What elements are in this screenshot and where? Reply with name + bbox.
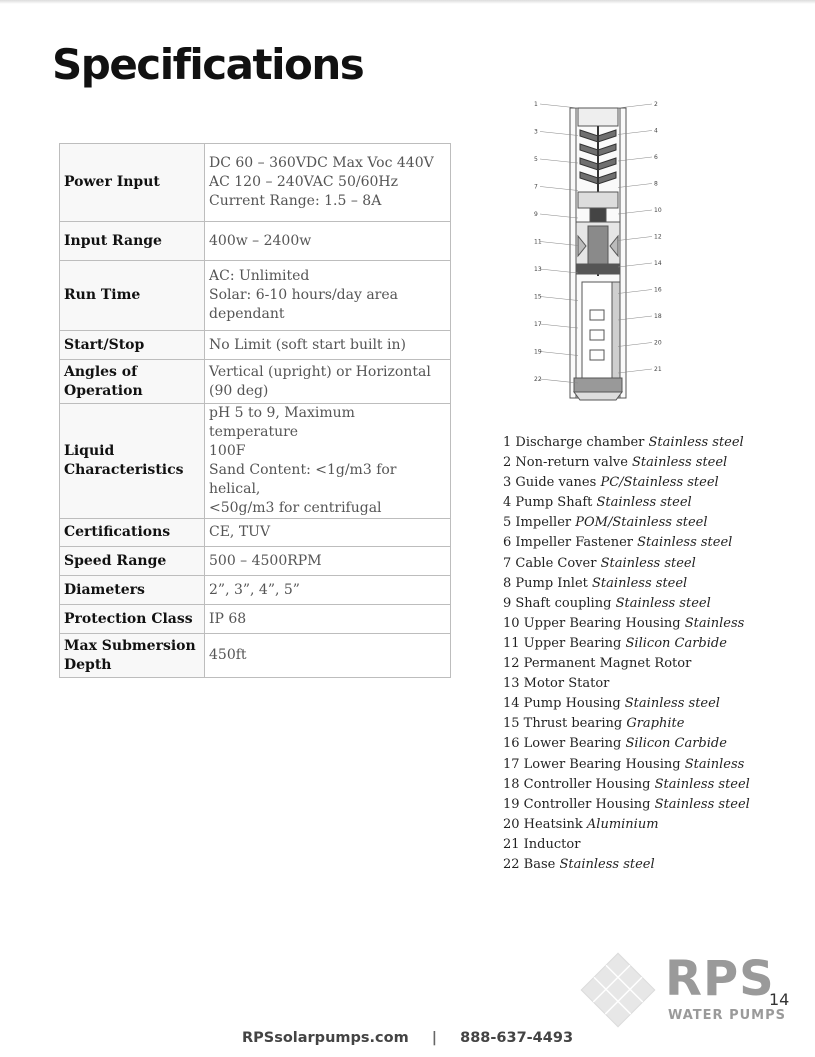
list-item [503,453,750,473]
part-name: 21 Inductor [503,836,581,852]
part-name: 3 Guide vanes [503,475,597,491]
footer-separator: | [431,1030,438,1046]
callout-number: 9 [534,211,538,218]
spec-row [60,222,451,261]
list-item [503,694,750,714]
spec-label: Speed Range [60,547,205,576]
spec-row [60,634,451,678]
spec-value [205,144,451,222]
part-material: POM/Stainless steel [575,515,708,531]
spec-table [59,143,451,678]
spec-label: Start/Stop [60,331,205,360]
pump-cross-section-diagram [530,96,670,411]
callout-number: 17 [534,321,542,328]
spec-row [60,605,451,634]
list-item [503,755,750,775]
spec-row [60,576,451,605]
rotor [588,226,608,270]
part-name: 14 Pump Housing [503,696,621,712]
parts-list [503,433,750,875]
spec-value-line: 500 – 4500RPM [209,552,322,569]
part-material: Stainless steel [654,776,750,792]
part-material: Stainless steel [615,595,711,611]
part-material: Graphite [626,716,685,732]
part-name: 1 Discharge chamber [503,435,645,450]
part-name: 5 Impeller [503,515,572,531]
part-material: Stainless steel [559,856,655,872]
spec-value-line: 100F [209,443,246,459]
spec-label: Certifications [60,519,205,547]
spec-label: Diameters [60,576,205,605]
spec-label: Power Input [60,144,205,222]
spec-label: Input Range [60,222,205,261]
list-item [503,654,750,674]
list-item [503,433,750,453]
spec-label: Liquid Characteristics [60,404,205,519]
part-name: 4 Pump Shaft [503,495,593,511]
part-material: Stainless steel [632,455,728,471]
part-name: 8 Pump Inlet [503,575,588,591]
callout-number: 1 [534,101,538,108]
list-item [503,835,750,855]
callout-number: 6 [654,154,658,161]
spec-row [60,261,451,331]
callout-number: 4 [654,127,658,135]
part-name: 9 Shaft coupling [503,595,612,611]
part-name: 12 Permanent Magnet Rotor [503,656,692,672]
list-item [503,594,750,614]
part-name: 22 Base [503,856,556,872]
part-material: Stainless steel [600,555,696,571]
spec-value [205,360,451,404]
callout-number: 13 [534,266,542,273]
spec-value [205,404,451,519]
spec-value-line: Sand Content: <1g/m3 for helical, [209,462,397,497]
spec-row [60,144,451,222]
callout-number: 10 [654,207,662,214]
list-item [503,674,750,694]
list-item [503,513,750,533]
part-material: Silicon Carbide [625,736,727,752]
footer-website[interactable]: RPSsolarpumps.com [241,1030,409,1046]
spec-value-line: DC 60 – 360VDC Max Voc 440V [209,155,434,171]
logo-text: RPS [665,951,775,1007]
part-material: Stainless [684,615,745,631]
part-material: Stainless steel [624,696,720,712]
part-name: 15 Thrust bearing [503,716,623,732]
spec-value-line: No Limit (soft start built in) [209,336,406,353]
part-name: 17 Lower Bearing Housing [503,756,681,772]
part-material: Stainless steel [637,535,733,551]
spec-label: Run Time [60,261,205,331]
spec-value [205,576,451,605]
callout-leader-line [540,104,578,108]
spec-row [60,331,451,360]
spec-label: Max Submersion Depth [60,634,205,678]
spec-row [60,360,451,404]
shaft-coupling [590,208,606,222]
callout-number: 7 [534,183,538,191]
list-item [503,775,750,795]
spec-table-body [60,144,451,678]
callout-number: 16 [654,286,662,294]
part-material: Aluminium [586,816,659,832]
lower-bearing-band [576,264,620,274]
callout-leader-line [618,104,652,108]
spec-row [60,519,451,547]
callout-number: 19 [534,348,542,356]
part-material: Stainless [684,756,745,772]
callout-number: 11 [534,238,542,246]
callout-number: 15 [534,293,542,301]
spec-value-line: Current Range: 1.5 – 8A [209,193,382,209]
solar-panel-icon [581,953,655,1027]
list-item [503,815,750,835]
list-item [503,714,750,734]
spec-value-line: IP 68 [209,610,247,627]
list-item [503,855,750,875]
list-item [503,493,750,513]
heatsink [612,282,620,382]
spec-value-line: <50g/m3 for centrifugal [209,500,382,516]
spec-value-line: Vertical (upright) or Horizontal [209,363,431,380]
spec-row [60,547,451,576]
spec-value [205,547,451,576]
spec-value-line: dependant [209,306,285,322]
spec-value [205,634,451,678]
part-name: 10 Upper Bearing Housing [503,615,681,631]
callout-number: 18 [654,313,662,320]
page-number: 14 [769,990,790,1009]
part-name: 18 Controller Housing [503,776,651,792]
list-item [503,795,750,815]
part-material: Stainless steel [648,435,744,450]
spec-value-line: AC: Unlimited [209,268,310,284]
spec-value-line: 450ft [209,647,247,663]
callout-number: 5 [534,156,538,163]
spec-row [60,404,451,519]
spec-label: Angles of Operation [60,360,205,404]
spec-value-line: CE, TUV [209,524,271,540]
part-name: 19 Controller Housing [503,796,651,812]
list-item [503,614,750,634]
callout-number: 3 [534,128,538,136]
page-title: Specifications [52,40,364,89]
part-material: Stainless steel [592,575,688,591]
spec-label: Protection Class [60,605,205,634]
callout-number: 22 [534,376,542,383]
pump-inlet [578,192,618,208]
callout-number: 14 [654,260,662,267]
part-name: 6 Impeller Fastener [503,535,633,551]
part-name: 2 Non-return valve [503,455,628,471]
list-item [503,734,750,754]
callout-number: 21 [654,366,662,373]
discharge-chamber [578,108,618,126]
list-item [503,574,750,594]
spec-value [205,261,451,331]
spec-value-line: AC 120 – 240VAC 50/60Hz [209,174,398,190]
spec-value [205,222,451,261]
part-name: 20 Heatsink [503,816,583,832]
callout-number: 2 [654,101,658,108]
footer-phone[interactable]: 888-637-4493 [460,1030,574,1046]
callout-number: 12 [654,233,662,241]
page-top-edge [0,0,815,4]
spec-value-line: 400w – 2400w [209,232,312,249]
list-item [503,473,750,493]
part-material: Stainless steel [596,495,692,511]
list-item [503,554,750,574]
spec-value-line: pH 5 to 9, Maximum temperature [209,405,355,440]
spec-value [205,605,451,634]
part-name: 16 Lower Bearing [503,736,622,752]
part-material: Stainless steel [654,796,750,812]
footer [0,1030,815,1046]
spec-value-line: Solar: 6-10 hours/day area [209,287,398,303]
spec-value-line: (90 deg) [209,382,269,399]
list-item [503,533,750,553]
spec-value [205,331,451,360]
spec-value [205,519,451,547]
part-material: Silicon Carbide [625,635,727,651]
spec-value-line: 2”, 3”, 4”, 5” [209,581,300,598]
list-item [503,634,750,654]
part-material: PC/Stainless steel [600,475,719,491]
part-name: 11 Upper Bearing [503,635,622,651]
base [574,378,622,392]
part-name: 13 Motor Stator [503,676,610,692]
callout-number: 20 [654,339,662,347]
part-name: 7 Cable Cover [503,555,597,571]
callout-number: 8 [654,180,658,188]
logo-subtext: WATER PUMPS [668,1008,787,1023]
